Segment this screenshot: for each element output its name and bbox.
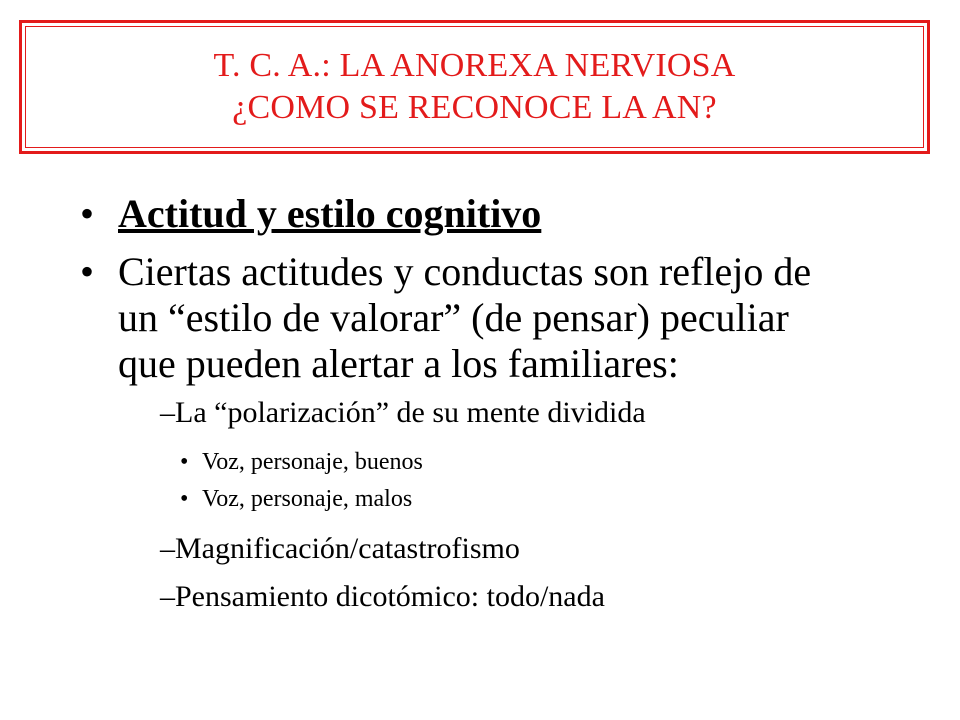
bullet-item-2-line-2: un “estilo de valorar” (de pensar) peculiar [118, 295, 789, 340]
sub-item-polarizacion [160, 395, 646, 431]
dash-icon: – [160, 396, 175, 429]
sub-item-dicotomico [160, 579, 605, 615]
sub-sub-item-buenos-text: Voz, personaje, buenos [202, 449, 423, 475]
sub-item-magnificacion [160, 531, 520, 567]
bullet-icon: • [80, 249, 95, 294]
sub-sub-item-malos-text: Voz, personaje, malos [202, 486, 413, 512]
bullet-icon: • [180, 449, 189, 475]
bullet-item-2-line-1: Ciertas actitudes y conductas son reflejo de [118, 249, 812, 294]
sub-item-polarizacion-text: La “polarización” de su mente dividida [175, 396, 646, 429]
slide-title-line-1: T. C. A.: LA ANOREXA NERVIOSA [213, 47, 736, 84]
bullet-item-1-text: Actitud y estilo cognitivo [118, 191, 542, 236]
bullet-icon: • [80, 191, 95, 236]
sub-item-magnificacion-text: Magnificación/catastrofismo [175, 532, 520, 565]
bullet-icon: • [180, 486, 189, 512]
dash-icon: – [160, 580, 175, 613]
sub-item-dicotomico-text: Pensamiento dicotómico: todo/nada [175, 580, 605, 613]
bullet-item-2-line-3: que pueden alertar a los familiares: [118, 341, 679, 386]
slide-title-line-2: ¿COMO SE RECONOCE LA AN? [232, 89, 717, 126]
dash-icon: – [160, 532, 175, 565]
